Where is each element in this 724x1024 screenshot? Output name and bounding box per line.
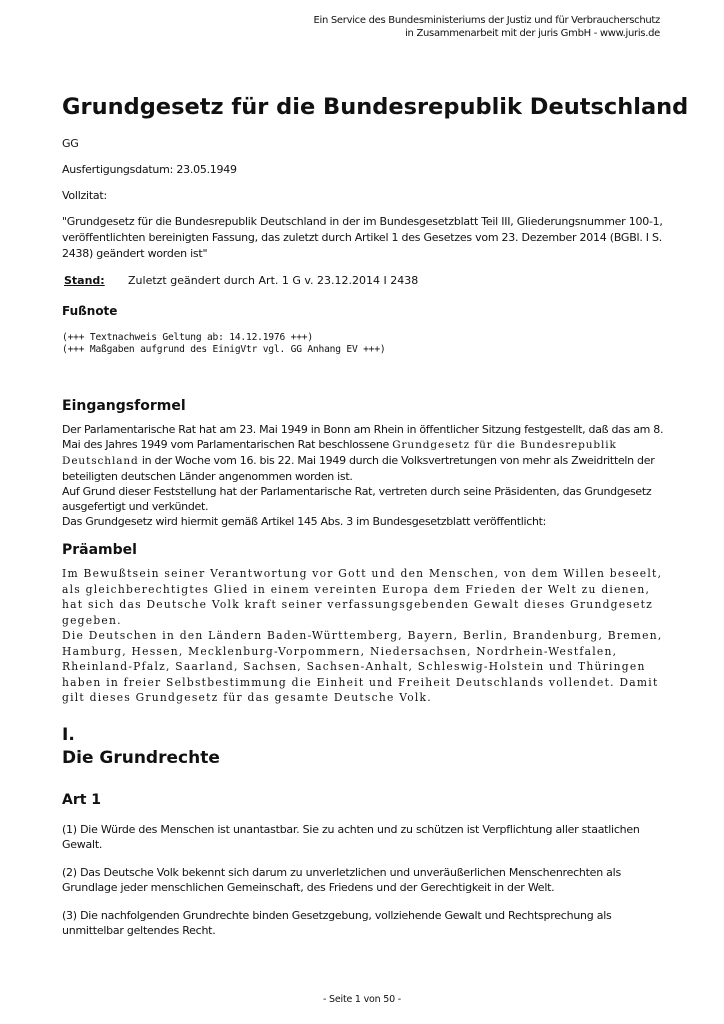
document-title: Grundgesetz für die Bundesrepublik Deutschland (62, 94, 689, 120)
article-paragraph-2: (2) Das Deutsche Volk bekennt sich darum zu unverletzlichen und unveräußerlichen Menschenrechten als Grundlage jeder menschlichen Gemeinschaft, des Friedens und der Gerechtigkeit in der Welt. (62, 865, 621, 894)
eingangsformel-heading: Eingangsformel (62, 398, 186, 414)
header-line-1: Ein Service des Bundesministeriums der Justiz und für Verbraucherschutz (313, 15, 660, 26)
stand-text: Zuletzt geändert durch Art. 1 G v. 23.12.2014 I 2438 (128, 274, 419, 287)
fussnote-line-1: (+++ Textnachweis Geltung ab: 14.12.1976 +++) (62, 332, 313, 343)
praeambel-p2: Die Deutschen in den Ländern Baden-Württemberg, Bayern, Berlin, Brandenburg, Bremen, Hamburg, Hessen, Mecklenburg-Vorpommern, Niedersachsen, Nordrhein-Westfalen, Rheinland-Pfalz, Saarland, Sachsen, Sachsen-Anhalt, Schleswig-Holstein und Thüringen haben in freier Selbstbestimmung die Einheit und Freiheit Deutschlands vollendet. Damit gilt dieses Grundgesetz für das gesamte Deutsche Volk. (62, 629, 663, 704)
eingangsformel-p1-before: Der Parlamentarische Rat hat am 23. Mai 1949 in Bonn am Rhein in öffentlicher Sitzung festgestellt, daß das am 8. Mai des Jahres 1949 vom Parlamentarischen Rat beschlossene (62, 423, 664, 451)
praeambel-heading: Präambel (62, 542, 137, 558)
section-number: I. (62, 724, 75, 745)
abbreviation: GG (62, 137, 79, 150)
page-footer: - Seite 1 von 50 - (322, 994, 402, 1005)
eingangsformel-body (62, 422, 666, 529)
vollzitat-text: "Grundgesetz für die Bundesrepublik Deutschland in der im Bundesgesetzblatt Teil III, Gliederungsnummer 100-1, veröffentlichten bereinigten Fassung, das zuletzt durch Artikel 1 des Gesetzes vom 23. Dezember 2014 (BGBl. I S. 2438) geändert worden ist" (62, 215, 663, 260)
praeambel-body (62, 566, 666, 706)
page-header (313, 14, 660, 40)
eingangsformel-p3: Das Grundgesetz wird hiermit gemäß Artikel 145 Abs. 3 im Bundesgesetzblatt veröffentlicht: (62, 515, 547, 528)
eingangsformel-p1-after: in der Woche vom 16. bis 22. Mai 1949 durch die Volksvertretungen von mehr als Zweidritteln der beteiligten deutschen Länder angenommen worden ist. (62, 454, 655, 483)
praeambel-p1: Im Bewußtsein seiner Verantwortung vor Gott und den Menschen, von dem Willen beseelt, als gleichberechtigtes Glied in einem vereinten Europa dem Frieden der Welt zu dienen, hat sich das Deutsche Volk kraft seiner verfassungsgebenden Gewalt dieses Grundgesetz gegeben. (62, 567, 663, 627)
stand-row (62, 274, 666, 287)
fussnote-line-2: (+++ Maßgaben aufgrund des EinigVtr vgl. GG Anhang EV +++) (62, 344, 386, 355)
vollzitat-label: Vollzitat: (62, 189, 107, 202)
eingangsformel-p2: Auf Grund dieser Feststellung hat der Parlamentarische Rat, vertreten durch seine Präsidenten, das Grundgesetz ausgefertigt und verkündet. (62, 485, 652, 513)
article-paragraph-3: (3) Die nachfolgenden Grundrechte binden Gesetzgebung, vollziehende Gewalt und Rechtsprechung als unmittelbar geltendes Recht. (62, 908, 612, 937)
header-line-2: in Zusammenarbeit mit der juris GmbH - www.juris.de (405, 28, 660, 39)
stand-label: Stand: (64, 274, 105, 287)
article-heading: Art 1 (62, 791, 102, 808)
section-title: Die Grundrechte (62, 747, 220, 768)
eingangsformel-p1-spaced: Grundgesetz für die Bundesrepublik Deutschland (62, 439, 617, 467)
document-content (62, 94, 689, 948)
fussnote-heading: Fußnote (62, 304, 118, 318)
ausfertigungsdatum: Ausfertigungsdatum: 23.05.1949 (62, 163, 237, 176)
eingangsformel-p1 (62, 422, 666, 484)
fussnote-block (62, 332, 666, 356)
article-paragraph-1: (1) Die Würde des Menschen ist unantastbar. Sie zu achten und zu schützen ist Verpflichtung aller staatlichen Gewalt. (62, 822, 640, 851)
